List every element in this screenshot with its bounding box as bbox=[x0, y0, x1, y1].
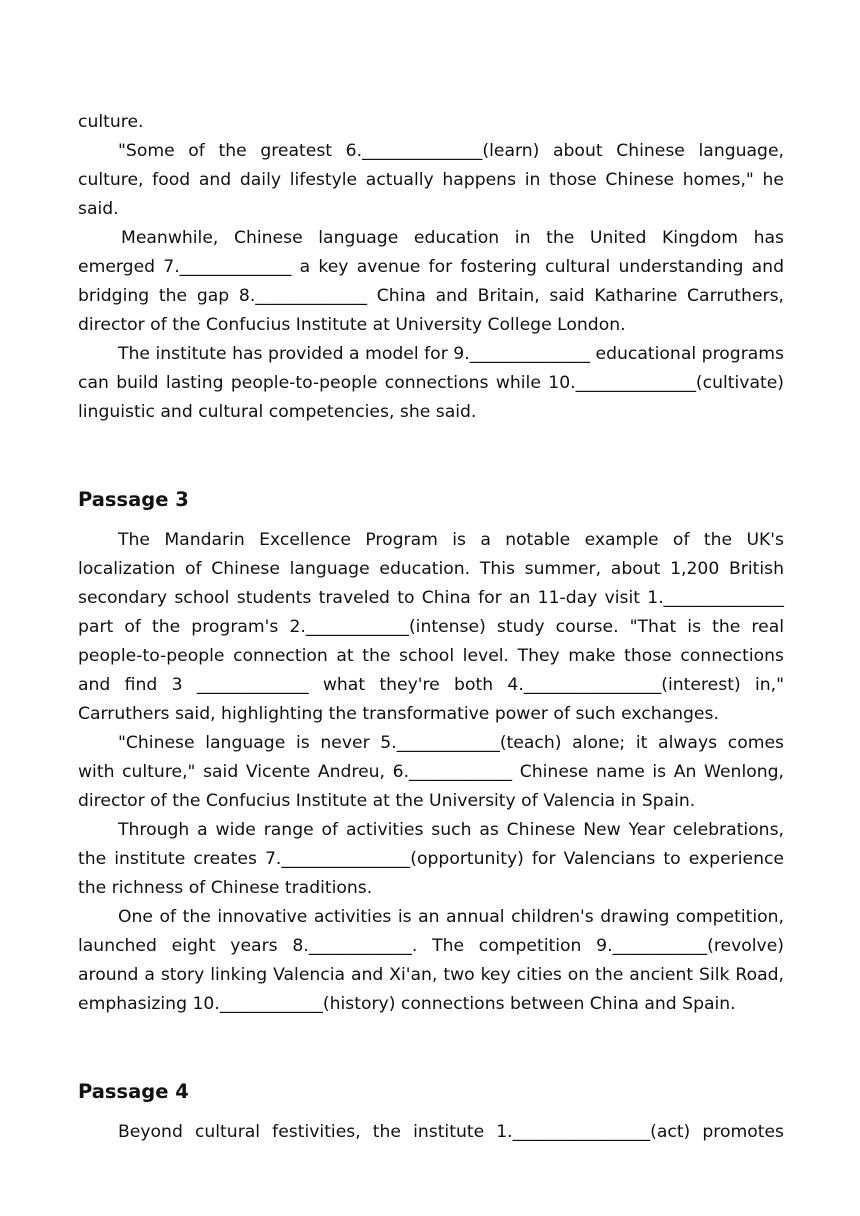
passage4-paragraph-1: Beyond cultural festivities, the institute 1.________________(act) promotes bbox=[118, 1122, 784, 1142]
passage3-paragraph-5-6: "Chinese language is never 5.____________(teach) alone; it always comes with culture," said Vicente Andreu, 6.____________ Chinese name is An Wenlong, director of the Confucius Institute at the University of Valencia in Spain. bbox=[78, 733, 784, 811]
passage2-paragraph-9-10: The institute has provided a model for 9.______________ educational programs can build lasting people-to-people connections while 10.______________(cultivate) linguistic and cultural competencies, she said. bbox=[78, 344, 784, 422]
heading-spacer bbox=[78, 1106, 784, 1118]
passage3-paragraph-7: Through a wide range of activities such as Chinese New Year celebrations, the institute creates 7._______________(opportunity) for Valencians to experience the richness of Chinese traditions. bbox=[78, 820, 784, 898]
passage3-paragraph-8-10: One of the innovative activities is an annual children's drawing competition, launched eight years 8.____________. The competition 9.___________(revolve) around a story linking Valencia and Xi'an, two key cities on the ancient Silk Road, emphasizing 10.____________(history) connections between China and Spain. bbox=[78, 907, 784, 1014]
section-spacer bbox=[78, 427, 784, 485]
passage2-paragraph-6: "Some of the greatest 6.______________(learn) about Chinese language, culture, food and daily lifestyle actually happens in those Chinese homes," he said. bbox=[78, 141, 784, 219]
document-page bbox=[78, 108, 784, 1147]
passage3-paragraph-1-4: The Mandarin Excellence Program is a notable example of the UK's localization of Chinese language education. This summer, about 1,200 British secondary school students traveled to China for an 11-day visit 1.______________ part of the program's 2.____________(intense) study course. "That is the real people-to-people connection at the school level. They make those connections and find 3 _____________ what they're both 4.________________(interest) in," Carruthers said, highlighting the transformative power of such exchanges. bbox=[78, 530, 784, 724]
passage2-paragraph-7-8: Meanwhile, Chinese language education in the United Kingdom has emerged 7._____________ a key avenue for fostering cultural understanding and bridging the gap 8._____________ China and Britain, said Katharine Carruthers, director of the Confucius Institute at University College London. bbox=[78, 228, 784, 335]
passage4-heading: Passage 4 bbox=[78, 1080, 189, 1103]
passage2-line-culture: culture. bbox=[78, 112, 144, 132]
section-spacer bbox=[78, 1019, 784, 1077]
passage3-heading: Passage 3 bbox=[78, 488, 189, 511]
heading-spacer bbox=[78, 514, 784, 526]
